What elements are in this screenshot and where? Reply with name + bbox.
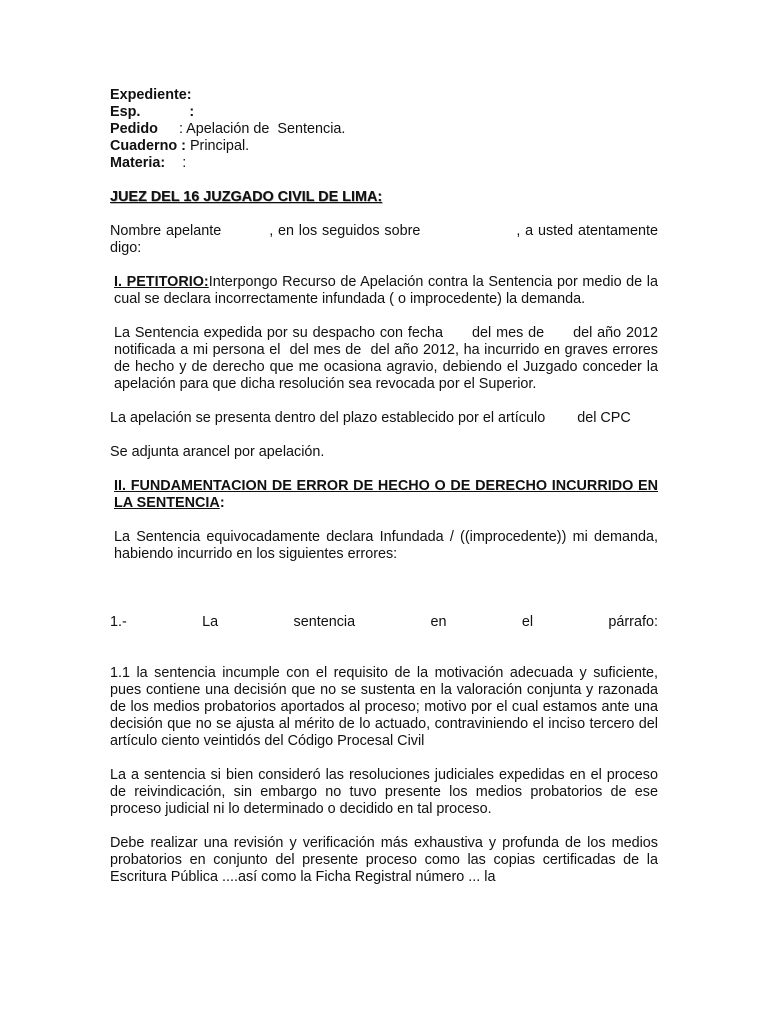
expediente-label: Expediente: — [110, 87, 192, 103]
fundamentacion-heading: II. FUNDAMENTACION DE ERROR DE HECHO O DE DERECHO INCURRIDO EN LA SENTENCIA — [114, 478, 658, 511]
header-materia — [110, 155, 658, 172]
numbered-line-word: en — [430, 614, 447, 630]
numbered-line-word: sentencia — [293, 614, 356, 630]
considero-paragraph: La a sentencia si bien consideró las resoluciones judiciales expedidas en el proceso de reivindicación, sin embargo no tuvo presente los medios probatorios de ese proceso judicial ni lo determinado o decidido en tal proceso. — [110, 767, 658, 817]
fundamentacion-paragraph — [110, 478, 658, 512]
petitorio-heading: I. PETITORIO: — [114, 274, 209, 290]
petitorio-paragraph — [110, 274, 658, 308]
fundamentacion-colon: : — [219, 495, 225, 511]
cuaderno-value: Principal. — [189, 138, 250, 154]
plazo-paragraph: La apelación se presenta dentro del plazo establecido por el artículo del CPC — [110, 410, 631, 426]
pedido-label: Pedido — [110, 121, 158, 137]
equivocada-paragraph: La Sentencia equivocadamente declara Infundada / ((improcedente)) mi demanda, habiendo incurrido en los siguientes errores: — [114, 529, 658, 562]
arancel-paragraph: Se adjunta arancel por apelación. — [110, 444, 325, 460]
header-pedido — [110, 121, 658, 138]
sentencia-paragraph: La Sentencia expedida por su despacho con fecha del mes de del año 2012 notificada a mi persona el del mes de del año 2012, ha incurrido en graves errores de hecho y de derecho que me ocasiona agravio, debiendo el Juzgado conceder la apelación para que dicha resolución sea revocada por el Superior. — [114, 325, 662, 392]
petitorio-text: Interpongo Recurso de Apelación contra la Sentencia por medio de la cual se declara incorrectamente infundada ( o improcedente) la demanda. — [114, 274, 658, 307]
revision-paragraph: Debe realizar una revisión y verificación más exhaustiva y profunda de los medios probatorios en conjunto del presente proceso como las copias certificadas de la Escritura Pública ....así como la Ficha Registral número ... la — [110, 835, 658, 885]
numbered-line-word: el — [521, 614, 534, 630]
judge-heading: JUEZ DEL 16 JUZGADO CIVIL DE LIMA: — [110, 189, 383, 205]
materia-value: : — [182, 155, 187, 171]
pedido-value: : Apelación de Sentencia. — [178, 121, 346, 137]
numbered-line-word: párrafo: — [608, 614, 658, 630]
esp-colon: : — [189, 104, 195, 120]
document-page — [110, 87, 662, 886]
header-esp — [110, 104, 658, 121]
numbered-line-word: 1.- — [110, 614, 127, 630]
intro-paragraph: Nombre apelante , en los seguidos sobre , a usted atentamente digo: — [110, 223, 662, 256]
cuaderno-label: Cuaderno : — [110, 138, 186, 154]
numbered-line-word: La — [202, 614, 219, 630]
numbered-line — [110, 614, 658, 631]
materia-label: Materia: — [110, 155, 166, 171]
esp-label: Esp. — [110, 104, 141, 120]
header-cuaderno — [110, 138, 658, 155]
paragraph-1-1: 1.1 la sentencia incumple con el requisito de la motivación adecuada y suficiente, pues contiene una decisión que no se sustenta en la valoración conjunta y razonada de los medios probatorios aportados al proceso; motivo por el cual estamos ante una decisión que no se ajusta al mérito de lo actuado, contraviniendo el inciso tercero del artículo ciento veintidós del Código Procesal Civil — [110, 665, 658, 749]
header-expediente — [110, 87, 658, 104]
